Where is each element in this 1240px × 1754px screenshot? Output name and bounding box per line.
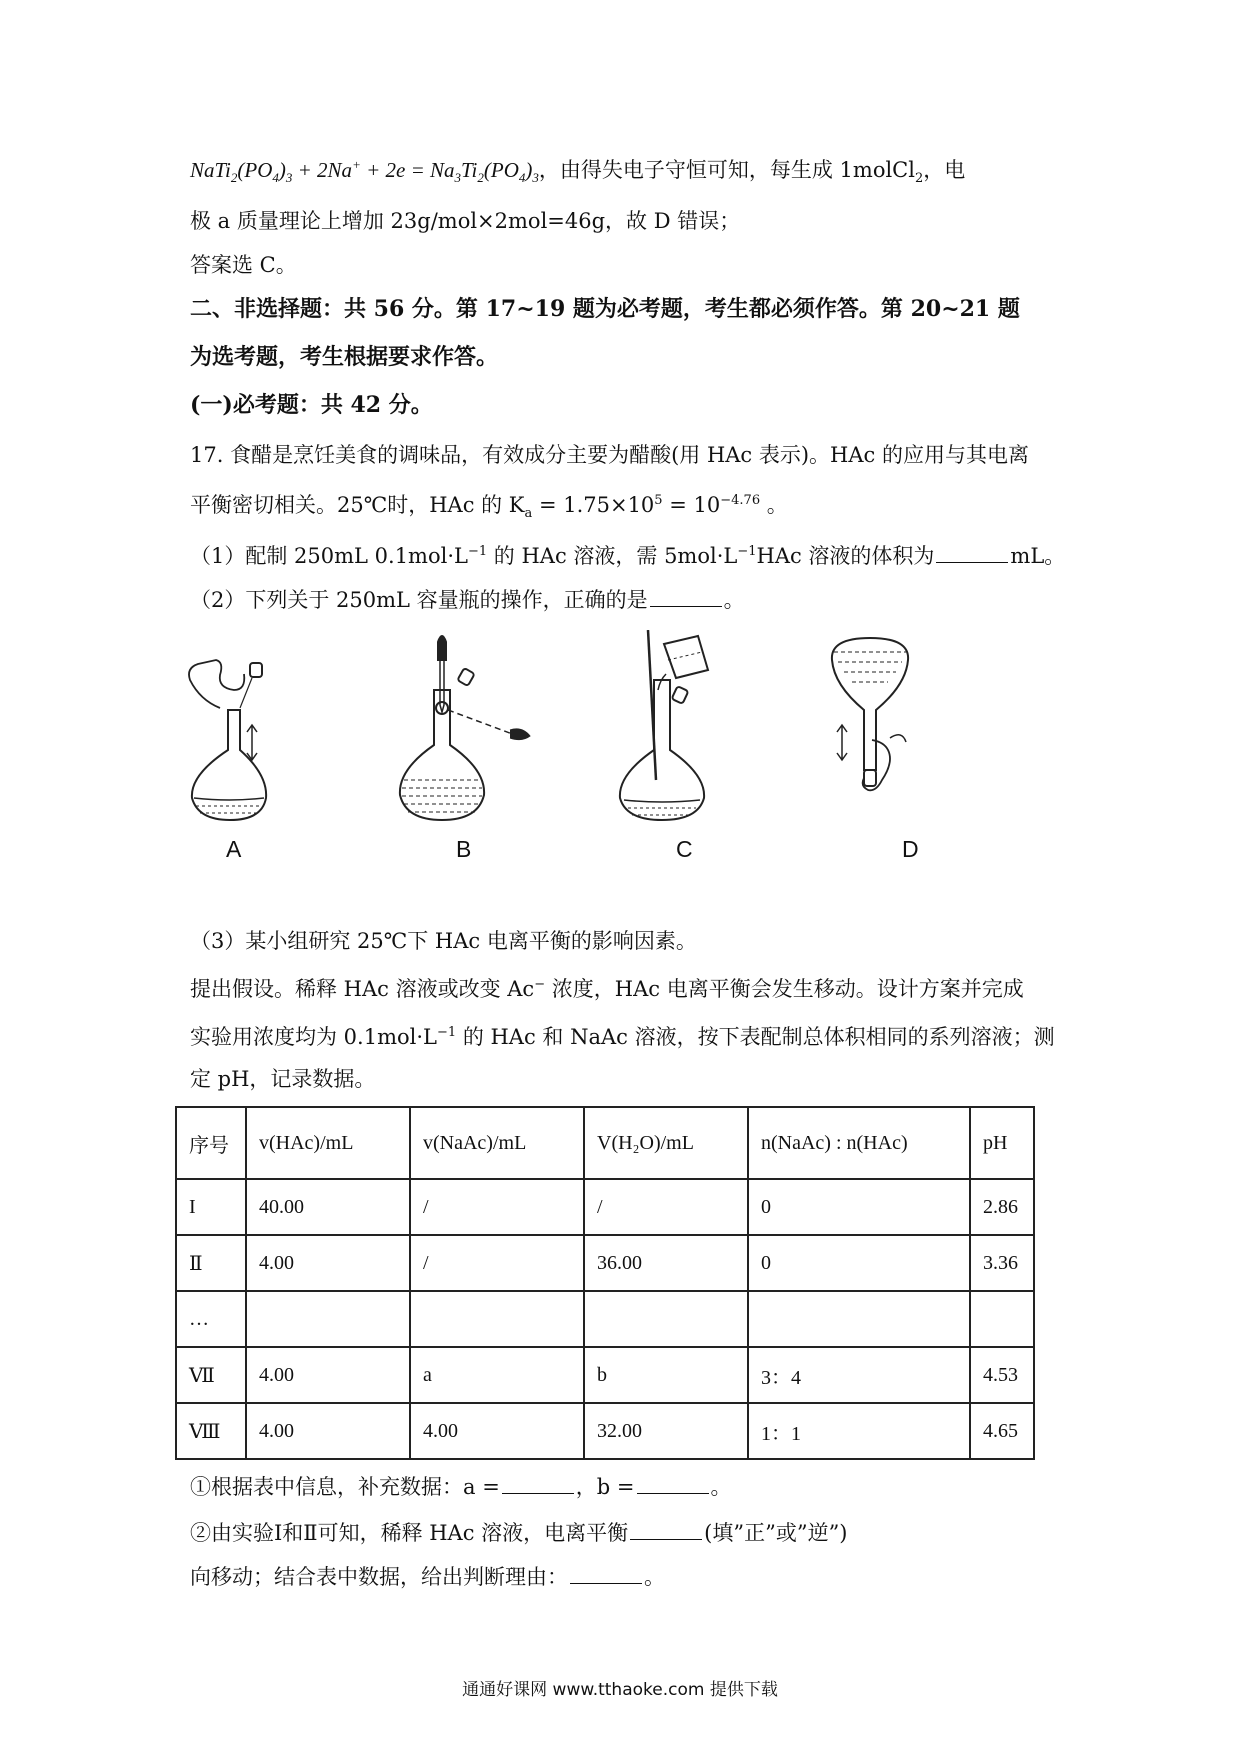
table-row xyxy=(176,1347,1034,1403)
table-cell: I xyxy=(176,1179,246,1235)
table-cell: Ⅷ xyxy=(176,1403,246,1459)
figure-a-flask xyxy=(189,660,266,820)
answer-line: 答案选 C。 xyxy=(190,253,297,277)
experiment-line: 实验用浓度均为 $0.1mol\cdot L^{-1}$ 的 HAc 和 NaAc 溶液，按下表配制总体积相同的系列溶液；测 xyxy=(190,1025,1055,1049)
answer-blank[interactable] xyxy=(936,542,1008,563)
table-cell: 1：1 xyxy=(748,1403,970,1459)
subsection-heading: (一)必考题：共 42 分。 xyxy=(190,392,433,418)
table-cell: 4.00 xyxy=(246,1403,410,1459)
sub-item-2-cont: 向移动；结合表中数据，给出判断理由： 。 xyxy=(190,1565,665,1589)
figure-label-d: D xyxy=(902,836,919,862)
table-cell xyxy=(748,1291,970,1347)
figure-label-b: B xyxy=(456,836,472,862)
sub-question-1: （1）配制 250mL $0.1mol\cdot L^{-1}$ 的 HAc 溶液，需 $5mol\cdot L^{-1}HAc$ 溶液的体积为 mL。 xyxy=(190,544,1066,568)
table-header-row xyxy=(176,1107,1034,1179)
table-cell: 4.00 xyxy=(246,1235,410,1291)
table-cell: … xyxy=(176,1291,246,1347)
table-cell: 4.65 xyxy=(970,1403,1034,1459)
table-cell: b xyxy=(584,1347,748,1403)
table-cell xyxy=(584,1291,748,1347)
text-line: 极 a 质量理论上增加 23g/mol×2mol=46g，故 D 错误； xyxy=(190,209,741,233)
table-cell: 3.36 xyxy=(970,1235,1034,1291)
table-cell: 4.00 xyxy=(246,1347,410,1403)
table-row xyxy=(176,1403,1034,1459)
table-cell: / xyxy=(584,1179,748,1235)
table-cell: Ⅶ xyxy=(176,1347,246,1403)
flask-figures xyxy=(180,630,1040,880)
header-cell: 序号 xyxy=(176,1107,246,1179)
hypothesis-line: 提出假设。稀释 HAc 溶液或改变 Ac− 浓度，HAc 电离平衡会发生移动。设计方案并完成 xyxy=(190,977,1024,1001)
answer-blank[interactable] xyxy=(570,1563,642,1584)
sub-item-1: ①根据表中信息，补充数据：a = ，b = 。 xyxy=(190,1475,732,1499)
sub-item-2: ②由实验Ⅰ和Ⅱ可知，稀释 HAc 溶液，电离平衡 (填”正”或”逆”) xyxy=(190,1521,848,1545)
table-cell: Ⅱ xyxy=(176,1235,246,1291)
question-17-intro: 17. 食醋是烹饪美食的调味品，有效成分主要为醋酸(用 HAc 表示)。HAc 的应用与其电离 xyxy=(190,443,1029,467)
header-cell: pH xyxy=(970,1107,1034,1179)
section-heading: 二、非选择题：共 56 分。第 17~19 题为必考题，考生都必须作答。第 20~21 题 xyxy=(190,296,1020,322)
table-cell: 0 xyxy=(748,1235,970,1291)
table-cell: / xyxy=(410,1235,584,1291)
header-cell: v(HAc)/mL xyxy=(246,1107,410,1179)
formula-line: $NaTi_2(PO_4)_3 + 2Na^+ + 2e = Na_3Ti_2(PO_4)_3$，由得失电子守恒可知，每生成 1molCl$_2$，电 xyxy=(190,157,966,187)
figure-d-flask xyxy=(832,638,908,790)
answer-blank[interactable] xyxy=(650,586,722,607)
flask-diagrams xyxy=(180,630,1040,840)
table-cell xyxy=(970,1291,1034,1347)
table-cell: 36.00 xyxy=(584,1235,748,1291)
figure-label-c: C xyxy=(676,836,693,862)
header-cell: V(H₂O)/mL xyxy=(584,1107,748,1179)
figure-b-flask xyxy=(400,636,530,820)
table-cell: 4.53 xyxy=(970,1347,1034,1403)
figure-c-flask xyxy=(620,630,708,820)
header-cell: n(NaAc) : n(HAc) xyxy=(748,1107,970,1179)
answer-blank-b[interactable] xyxy=(637,1473,709,1494)
section-heading-cont: 为选考题，考生根据要求作答。 xyxy=(190,344,499,370)
answer-blank[interactable] xyxy=(630,1519,702,1540)
table-row xyxy=(176,1179,1034,1235)
table-cell: 0 xyxy=(748,1179,970,1235)
table-row xyxy=(176,1291,1034,1347)
table-cell: 32.00 xyxy=(584,1403,748,1459)
figure-label-a: A xyxy=(226,836,242,862)
experiment-line-cont: 定 pH，记录数据。 xyxy=(190,1067,376,1091)
table-cell: / xyxy=(410,1179,584,1235)
table-cell: 3：4 xyxy=(748,1347,970,1403)
page-footer: 通通好课网 www.tthaoke.com 提供下载 xyxy=(462,1680,778,1700)
question-17-ka: 平衡密切相关。25℃时，HAc 的 $K_a = 1.75\times 10^5 = 10^{-4.76}$ 。 xyxy=(190,493,788,522)
header-cell: v(NaAc)/mL xyxy=(410,1107,584,1179)
sub-question-3: （3）某小组研究 25℃下 HAc 电离平衡的影响因素。 xyxy=(190,929,697,953)
table-cell: 4.00 xyxy=(410,1403,584,1459)
table-cell xyxy=(246,1291,410,1347)
experiment-table xyxy=(175,1106,1035,1460)
table-row xyxy=(176,1235,1034,1291)
table-cell: a xyxy=(410,1347,584,1403)
sub-question-2: （2）下列关于 250mL 容量瓶的操作，正确的是 。 xyxy=(190,588,745,612)
table-cell xyxy=(410,1291,584,1347)
table-cell: 40.00 xyxy=(246,1179,410,1235)
answer-blank-a[interactable] xyxy=(502,1473,574,1494)
table-cell: 2.86 xyxy=(970,1179,1034,1235)
